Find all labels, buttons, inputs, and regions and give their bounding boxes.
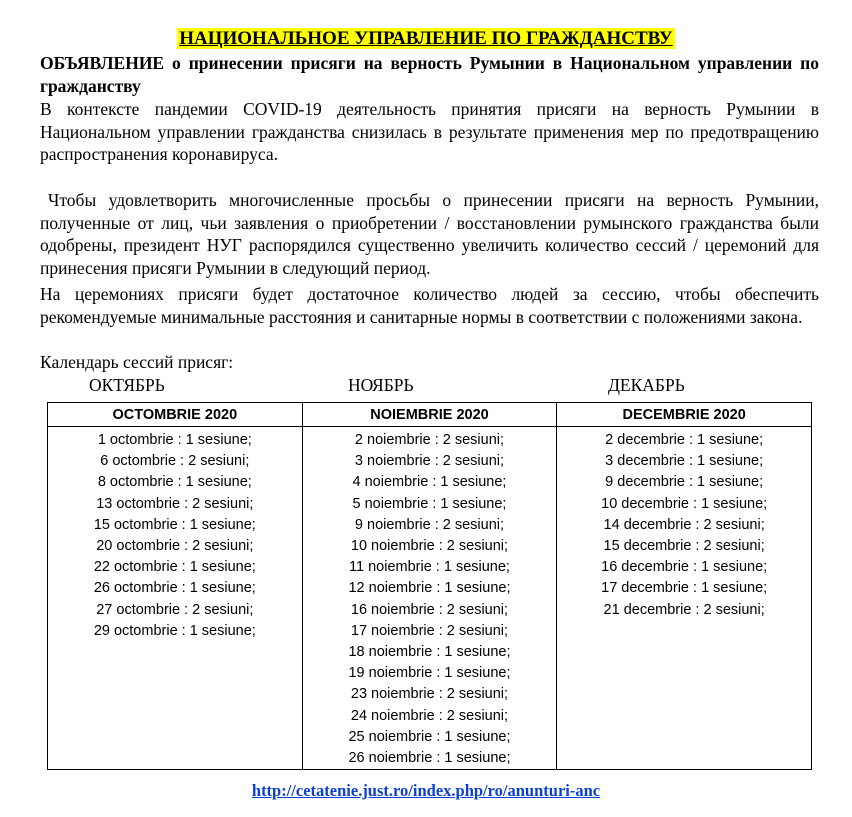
schedule-entry: 26 noiembrie : 1 sesiune;	[348, 750, 511, 767]
table-body-row	[48, 427, 812, 770]
table-header-row	[48, 403, 812, 427]
schedule-entry: 2 noiembrie : 2 sesiuni;	[354, 432, 505, 448]
announcement-heading: ОБЪЯВЛЕНИЕ о принесении присяги на верность Румынии в Национальном управлении по гражданству	[40, 53, 819, 96]
schedule-entry: 10 decembrie : 1 sesiune;	[601, 495, 768, 512]
schedule-entry: 17 decembrie : 1 sesiune;	[601, 580, 768, 597]
schedule-entry: 21 decembrie : 2 sesiuni;	[603, 601, 765, 618]
schedule-entry: 27 octombrie : 2 sesiuni;	[96, 601, 254, 618]
header-december: DECEMBRIE 2020	[557, 403, 812, 427]
schedule-entry: 24 noiembrie : 2 sesiuni;	[350, 707, 509, 724]
schedule-entry: 3 decembrie : 1 sesiune;	[605, 453, 764, 470]
column-december	[557, 427, 812, 770]
calendar-label: Календарь сессий присяг:	[40, 352, 234, 372]
month-ru-november: НОЯБРЬ	[348, 375, 414, 395]
link-container	[0, 781, 852, 801]
schedule-entry: 17 noiembrie : 2 sesiuni;	[350, 622, 509, 639]
header-november: NOIEMBRIE 2020	[302, 403, 557, 427]
schedule-entry: 14 decembrie : 2 sesiuni;	[603, 516, 765, 533]
column-october	[48, 427, 303, 770]
schedule-entry: 1 octombrie : 1 sesiune;	[97, 432, 252, 448]
schedule-entry: 23 noiembrie : 2 sesiuni;	[350, 686, 509, 703]
schedule-entry: 3 noiembrie : 2 sesiuni;	[354, 453, 505, 470]
month-ru-october: ОКТЯБРЬ	[89, 375, 165, 395]
schedule-entry: 18 noiembrie : 1 sesiune;	[348, 644, 511, 661]
schedule-entry: 10 noiembrie : 2 sesiuni;	[350, 538, 509, 555]
schedule-entry: 5 noiembrie : 1 sesiune;	[352, 495, 507, 512]
header-october: OCTOMBRIE 2020	[48, 403, 303, 427]
schedule-entry: 8 octombrie : 1 sesiune;	[97, 474, 252, 491]
paragraph-sessions: Чтобы удовлетворить многочисленные просьбы о принесении присяги на верность Румынии, полученные от лиц, чьи заявления о приобретении / восстановлении румынского гражданства были одобрены, президент НУГ распорядился существенно увеличить количество сессий / церемоний для принесения присяги Румынии в следующий период.	[40, 190, 819, 278]
schedule-table	[47, 402, 812, 770]
schedule-entry: 20 octombrie : 2 sesiuni;	[96, 538, 254, 555]
schedule-entry: 11 noiembrie : 1 sesiune;	[349, 559, 510, 576]
schedule-entry: 15 decembrie : 2 sesiuni;	[603, 538, 765, 555]
schedule-entry: 9 noiembrie : 2 sesiuni;	[354, 516, 505, 533]
month-ru-december: ДЕКАБРЬ	[608, 375, 685, 395]
schedule-entry: 25 noiembrie : 1 sesiune;	[348, 728, 511, 745]
schedule-entry: 22 octombrie : 1 sesiune;	[93, 559, 256, 576]
schedule-entry: 16 decembrie : 1 sesiune;	[601, 559, 768, 576]
schedule-entry: 6 octombrie : 2 sesiuni;	[100, 453, 250, 470]
column-november	[302, 427, 557, 770]
paragraph-context: В контексте пандемии COVID-19 деятельность принятия присяги на верность Румынии в Национальном управлении гражданства снизилась в результате применения мер по предотвращению распространения коронавируса.	[40, 99, 819, 165]
schedule-entry: 9 decembrie : 1 sesiune;	[605, 474, 764, 491]
schedule-entry: 29 octombrie : 1 sesiune;	[93, 622, 256, 639]
schedule-entry: 2 decembrie : 1 sesiune;	[605, 432, 764, 448]
schedule-entry: 15 octombrie : 1 sesiune;	[93, 516, 256, 533]
schedule-entry: 4 noiembrie : 1 sesiune;	[352, 474, 507, 491]
schedule-entry: 12 noiembrie : 1 sesiune;	[348, 580, 511, 597]
title-container	[0, 28, 852, 50]
paragraph-distancing: На церемониях присяги будет достаточное количество людей за сессию, чтобы обеспечить рекомендуемые минимальные расстояния и санитарные нормы в соответствии с положениями закона.	[40, 284, 819, 327]
schedule-entry: 16 noiembrie : 2 sesiuni;	[350, 601, 509, 618]
schedule-entry: 13 octombrie : 2 sesiuni;	[96, 495, 254, 512]
schedule-entry: 26 octombrie : 1 sesiune;	[93, 580, 256, 597]
document-title: НАЦИОНАЛЬНОЕ УПРАВЛЕНИЕ ПО ГРАЖДАНСТВУ	[179, 28, 673, 49]
schedule-entry: 19 noiembrie : 1 sesiune;	[348, 665, 511, 682]
source-link[interactable]: http://cetatenie.just.ro/index.php/ro/anunturi-anc	[251, 781, 601, 800]
